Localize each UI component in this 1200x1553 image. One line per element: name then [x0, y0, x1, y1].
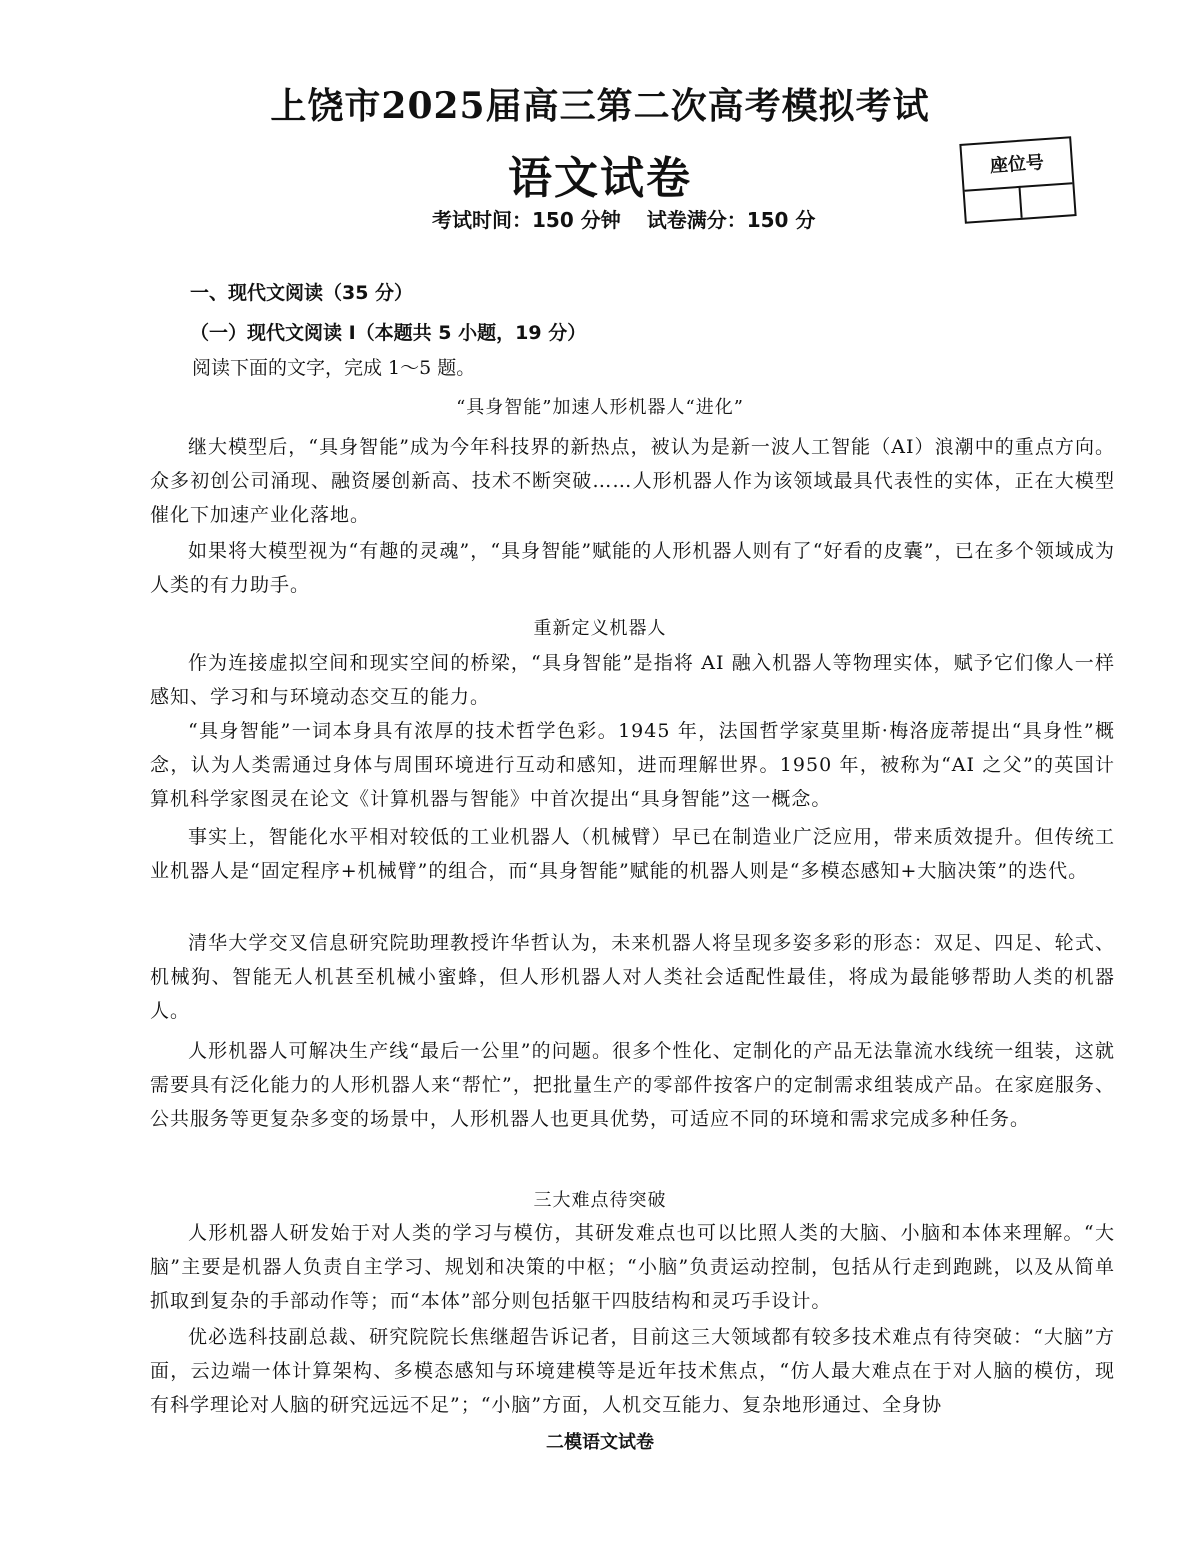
exam-time: 考试时间：150 分钟 — [432, 208, 621, 232]
full-score: 试卷满分：150 分 — [646, 208, 816, 232]
paragraph: 清华大学交叉信息研究院助理教授许华哲认为，未来机器人将呈现多姿多彩的形态：双足、四足、轮式、机械狗、智能无人机甚至机械小蜜蜂，但人形机器人对人类社会适配性最佳，将成为最能够帮助人类的机器人。 — [150, 932, 1115, 1022]
exam-meta — [432, 204, 815, 233]
subsection-heading: （一）现代文阅读 I（本题共 5 小题，19 分） — [190, 322, 587, 344]
paragraph: 优必选科技副总裁、研究院院长焦继超告诉记者，目前这三大领域都有较多技术难点有待突破：“大脑”方面，云边端一体计算架构、多模态感知与环境建模等是近年技术焦点，“仿人最大难点在于对人脑的模仿，现有科学理论对人脑的研究远远不足”；“小脑”方面，人机交互能力、复杂地形通过、全身协 — [150, 1326, 1115, 1416]
article-title: “具身智能”加速人形机器人“进化” — [456, 397, 744, 418]
paragraph: 人形机器人可解决生产线“最后一公里”的问题。很多个性化、定制化的产品无法靠流水线统一组装，这就需要具有泛化能力的人形机器人来“帮忙”，把批量生产的零部件按客户的定制需求组装成产品。在家庭服务、公共服务等更复杂多变的场景中，人形机器人也更具优势，可适应不同的环境和需求完成多种任务。 — [150, 1040, 1115, 1130]
paragraph: 事实上，智能化水平相对较低的工业机器人（机械臂）早已在制造业广泛应用，带来质效提升。但传统工业机器人是“固定程序+机械臂”的组合，而“具身智能”赋能的机器人则是“多模态感知+大脑决策”的迭代。 — [150, 826, 1115, 882]
paper-title: 语文试卷 — [508, 153, 692, 204]
page-footer: 二模语文试卷 — [546, 1432, 654, 1453]
section-subheading: 重新定义机器人 — [533, 618, 667, 639]
paragraph: 作为连接虚拟空间和现实空间的桥梁，“具身智能”是指将 AI 融入机器人等物理实体，赋予它们像人一样感知、学习和与环境动态交互的能力。 — [150, 652, 1115, 708]
section-subheading: 三大难点待突破 — [533, 1190, 667, 1211]
paragraph: 人形机器人研发始于对人类的学习与模仿，其研发难点也可以比照人类的大脑、小脑和本体来理解。“大脑”主要是机器人负责自主学习、规划和决策的中枢；“小脑”负责运动控制，包括从行走到跑跳，以及从简单抓取到复杂的手部动作等；而“本体”部分则包括躯干四肢结构和灵巧手设计。 — [150, 1222, 1115, 1312]
paragraph: 继大模型后，“具身智能”成为今年科技界的新热点，被认为是新一波人工智能（AI）浪潮中的重点方向。众多初创公司涌现、融资屡创新高、技术不断突破……人形机器人作为该领域最具代表性的实体，正在大模型催化下加速产业化落地。 — [150, 436, 1115, 526]
reading-instruction: 阅读下面的文字，完成 1～5 题。 — [192, 357, 476, 379]
paragraph: “具身智能”一词本身具有浓厚的技术哲学色彩。1945 年，法国哲学家莫里斯·梅洛庞蒂提出“具身性”概念，认为人类需通过身体与周围环境进行互动和感知，进而理解世界。1950 年，被称为“AI 之父”的英国计算机科学家图灵在论文《计算机器与智能》中首次提出“具身智能”这一概念。 — [150, 720, 1115, 810]
seat-number-label: 座位号 — [989, 152, 1045, 177]
section-heading: 一、现代文阅读（35 分） — [190, 282, 414, 304]
seat-number-box — [959, 136, 1076, 224]
exam-title: 上饶市2025届高三第二次高考模拟考试 — [270, 85, 930, 127]
paragraph: 如果将大模型视为“有趣的灵魂”，“具身智能”赋能的人形机器人则有了“好看的皮囊”，已在多个领域成为人类的有力助手。 — [150, 540, 1115, 596]
